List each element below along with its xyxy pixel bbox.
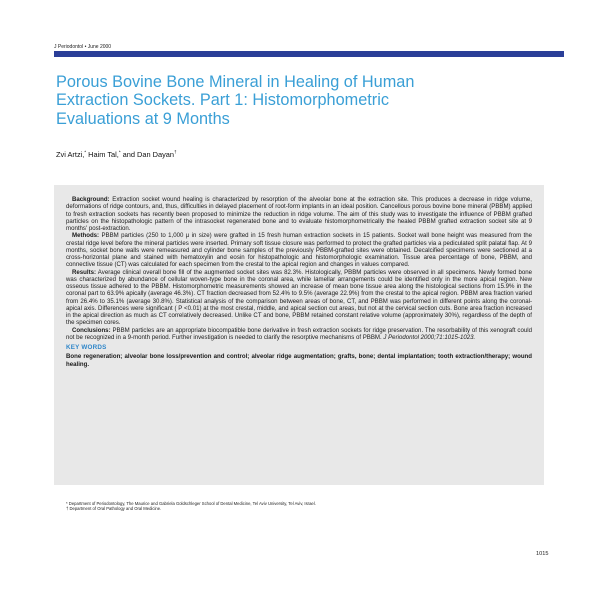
section-text: Extraction socket wound healing is characterized by resorption of the alveolar bone at the extraction site. This produces a decrease in ridge volume, deformations of ridge contours, and, thus, difficulties in delayed placement of root-form implants in an ideal position. Cancellous porous bovine bone mineral (PBBM) applied to fresh extraction sockets has recently been proposed to minimize the reduction in ridge volume. The aim of this study was to investigate the influence of PBBM grafted particles on the histopathologic pattern of the intrasocket regenerated bone and to evaluate histomorphometrically the healed PBBM grafted extraction socket site at 9 months' post-extraction. bbox=[66, 196, 532, 232]
section-label: Methods: bbox=[72, 232, 100, 240]
running-head: J Periodontol • June 2000 bbox=[54, 44, 112, 50]
header-accent-bar bbox=[54, 51, 564, 57]
section-label: Results: bbox=[72, 268, 97, 276]
section-text: Average clinical overall bone fill of the augmented socket sites was 82.3%. Histologically, PBBM particles were observed in all specimens. Newly formed bone was characterized by abundance of cellular woven-type bone in the coronal area, while lamellar arrangements could be identified only in the more apical region. New osseous tissue adhered to the PBBM. Histomorphometric measurements showed an increase of mean bone tissue area along the histological sections from 15.9% in the coronal part to 63.9% apically (average 46.3%). CT fraction decreased from 52.4% to 9.5% (average 22.9%) from the crestal to the apical region. PBBM area fraction varied from 26.4% to 35.1% (average 30.8%). Statistical analysis of the comparison between areas of bone, CT, and PBBM was performed in different points along the coronal-apical axis. Differences were significant ( P <0.01) at the most crestal, middle, and apical section cut areas, but not at the cervical section cuts. Bone area fraction increased in the apical direction as much as CT correlatively decreased. Unlike CT and bone, PBBM retained constant relative volume (approximately 30%), regardless of the depth of the specimen cores. bbox=[66, 268, 532, 327]
footnote: * Department of Periodontology, The Maurice and Gabriela Goldschleger School of Dental Medicine, Tel Aviv University, Tel Aviv, Israel. bbox=[66, 501, 316, 506]
section-label: Conclusions: bbox=[72, 326, 111, 334]
author-affiliation-mark: * bbox=[84, 149, 87, 155]
section-label: Background: bbox=[72, 196, 110, 203]
citation: J Periodontol 2000;71:1015-1023. bbox=[383, 333, 476, 341]
author-name: Haim Tal, bbox=[86, 150, 119, 159]
abstract bbox=[66, 196, 532, 368]
section-text: PBBM particles are an appropriate biocompatible bone derivative in fresh extraction sockets for ridge preservation. The resorbability of this xenograft could not be recognized in a 9-month period. Further investigation is needed to clarify the resorptive mechanisms of PBBM. bbox=[66, 326, 532, 341]
keywords-text: Bone regeneration; alveolar bone loss/prevention and control; alveolar ridge augmentation; grafts, bone; dental implantation; tooth extraction/therapy; wound healing. bbox=[66, 353, 532, 368]
author-affiliation-mark: * bbox=[118, 149, 121, 155]
author-list bbox=[56, 150, 177, 159]
footnotes bbox=[66, 501, 536, 512]
author-name: and Dan Dayan bbox=[120, 150, 175, 159]
author-affiliation-mark: † bbox=[174, 149, 177, 155]
abstract-conclusions bbox=[66, 327, 532, 342]
abstract-methods bbox=[66, 232, 532, 268]
section-text: PBBM particles (250 to 1,000 μ in size) were grafted in 15 fresh human extraction sockets in 15 patients. Socket wall bone height was measured from the crestal ridge level before the mineral particles were inserted. Primary soft tissue closure was performed to protect the grafted particles via a pediculated split palatal flap. At 9 months, socket bone walls were remeasured and cylinder bone samples of the previously PBBM-grafted sites were obtained. Decalcified specimens were sectioned at a cross-horizontal plane and stained with hematoxylin and eosin for histopathologic and histomorphologic examination. Tissue area percentage of bone, PBBM, and connective tissue (CT) was calculated for each specimen from the crestal to the apical region and changes in values compared. bbox=[66, 232, 532, 269]
footnote: † Department of Oral Pathology and Oral Medicine. bbox=[66, 506, 162, 512]
author-name: Zvi Artzi, bbox=[56, 150, 85, 159]
abstract-results bbox=[66, 269, 532, 327]
page-number: 1015 bbox=[536, 551, 549, 557]
abstract-background bbox=[66, 196, 532, 232]
keywords-heading: KEY WORDS bbox=[66, 344, 107, 351]
article-title: Porous Bovine Bone Mineral in Healing of Human Extraction Sockets. Part 1: Histomorphometric Evaluations at 9 Months bbox=[56, 73, 415, 128]
